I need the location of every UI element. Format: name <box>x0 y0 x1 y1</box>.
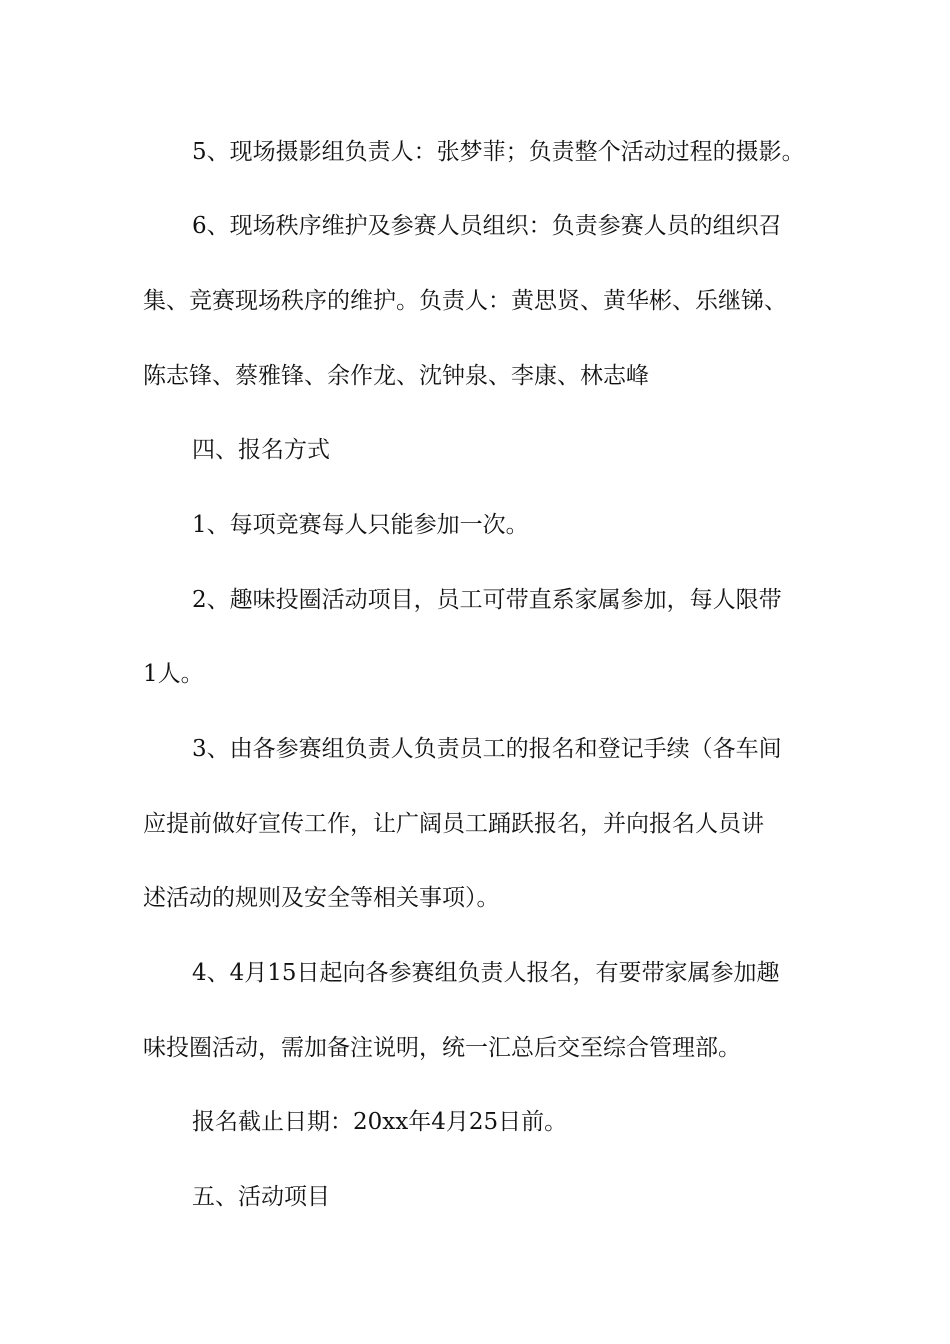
paragraph-registration-2: 2、趣味投圈活动项目，员工可带直系家属参加，每人限带 <box>192 587 782 613</box>
paragraph-registration-1: 1、每项竞赛每人只能参加一次。 <box>192 512 529 538</box>
paragraph-registration-4: 4、4月15日起向各参赛组负责人报名，有要带家属参加趣 <box>192 960 780 986</box>
paragraph-order-maintenance-cont-1: 集、竞赛现场秩序的维护。负责人：黄思贤、黄华彬、乐继锑、 <box>143 288 787 314</box>
paragraph-order-maintenance: 6、现场秩序维护及参赛人员组织：负责参赛人员的组织召 <box>192 213 782 239</box>
paragraph-registration-3: 3、由各参赛组负责人负责员工的报名和登记手续（各车间 <box>192 736 782 762</box>
paragraph-registration-3-cont-1: 应提前做好宣传工作，让广阔员工踊跃报名，并向报名人员讲 <box>143 811 764 837</box>
paragraph-registration-2-cont: 1人。 <box>143 661 204 687</box>
section-heading-registration: 四、报名方式 <box>192 437 330 463</box>
paragraph-photography-lead: 5、现场摄影组负责人：张梦菲；负责整个活动过程的摄影。 <box>192 139 805 165</box>
paragraph-order-maintenance-cont-2: 陈志锋、蔡雅锋、余作龙、沈钟泉、李康、林志峰 <box>143 363 649 389</box>
paragraph-registration-4-cont: 味投圈活动，需加备注说明，统一汇总后交至综合管理部。 <box>143 1035 741 1061</box>
paragraph-registration-3-cont-2: 述活动的规则及安全等相关事项）。 <box>143 885 500 911</box>
section-heading-activities: 五、活动项目 <box>192 1184 330 1210</box>
paragraph-deadline: 报名截止日期：20xx年4月25日前。 <box>192 1109 568 1135</box>
